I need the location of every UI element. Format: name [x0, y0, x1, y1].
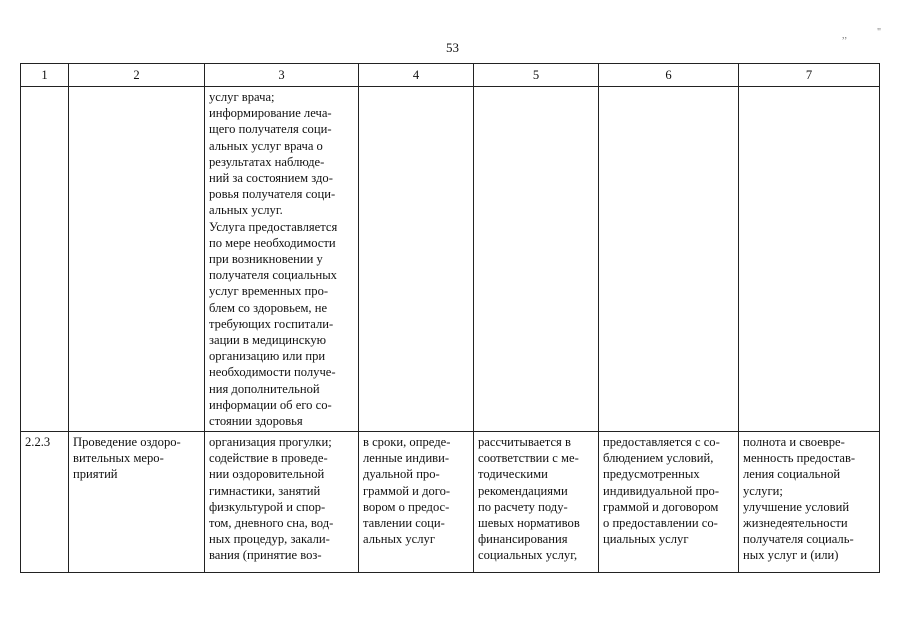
- header-cell-2: 2: [69, 64, 205, 87]
- service-indicators: полнота и своевре- менность предостав- ления социальной услуги; улучшение условий жизнедеятельности получателя социаль- ных услуг и (или): [743, 435, 856, 563]
- service-name: Проведение оздоро- вительных меро- приятий: [73, 435, 181, 482]
- header-cell-4: 4: [359, 64, 474, 87]
- scan-speck: ,,: [842, 30, 847, 41]
- page-number: 53: [446, 40, 459, 55]
- service-conditions: предоставляется с со- блюдением условий, предусмотренных индивидуальной про- граммой и договором о предоставлении со- циальных услуг: [603, 435, 720, 547]
- service-number: 2.2.3: [25, 435, 51, 449]
- continuation-text: услуг врача; информирование леча- щего получателя соци- альных услуг врача о результатах наблюде- ний за состоянием здо- ровья получателя соци- альных услуг. Услуга предоставляется по мере необходимости при возникновении у получателя социальных услуг временных про- блем со здоровьем, не требующих госпитали- зации в медицинскую организацию или при необходимости получе- ния дополнительной информации об его со- стоянии здоровья: [209, 90, 338, 429]
- cont-cell-7: [739, 87, 880, 432]
- service-timing: в сроки, опреде- ленные индиви- дуальной про- граммой и дого- вором о предос- тавлении соци- альных услуг: [363, 435, 451, 547]
- header-cell-5: 5: [474, 64, 599, 87]
- service-row: [21, 432, 880, 573]
- service-content: организация прогулки; содействие в проведе- нии оздоровительной гимнастики, занятий физкультурой и спор- том, дневного сна, вод- ных процедур, закали- вания (принятие воз-: [209, 435, 334, 563]
- cont-cell-2: [69, 87, 205, 432]
- header-cell-7: 7: [739, 64, 880, 87]
- cont-cell-1: [21, 87, 69, 432]
- continuation-row: [21, 87, 880, 432]
- header-cell-1: 1: [21, 64, 69, 87]
- cont-cell-4: [359, 87, 474, 432]
- scan-speck: ": [877, 27, 882, 38]
- header-row: [21, 64, 880, 87]
- header-cell-6: 6: [599, 64, 739, 87]
- service-norm: рассчитывается в соответствии с ме- тодическими рекомендациями по расчету поду- шевых нормативов финансирования социальных услуг,: [478, 435, 580, 563]
- header-cell-3: 3: [205, 64, 359, 87]
- services-table: [20, 63, 880, 573]
- cont-cell-5: [474, 87, 599, 432]
- cont-cell-6: [599, 87, 739, 432]
- cont-cell-3: [205, 87, 359, 432]
